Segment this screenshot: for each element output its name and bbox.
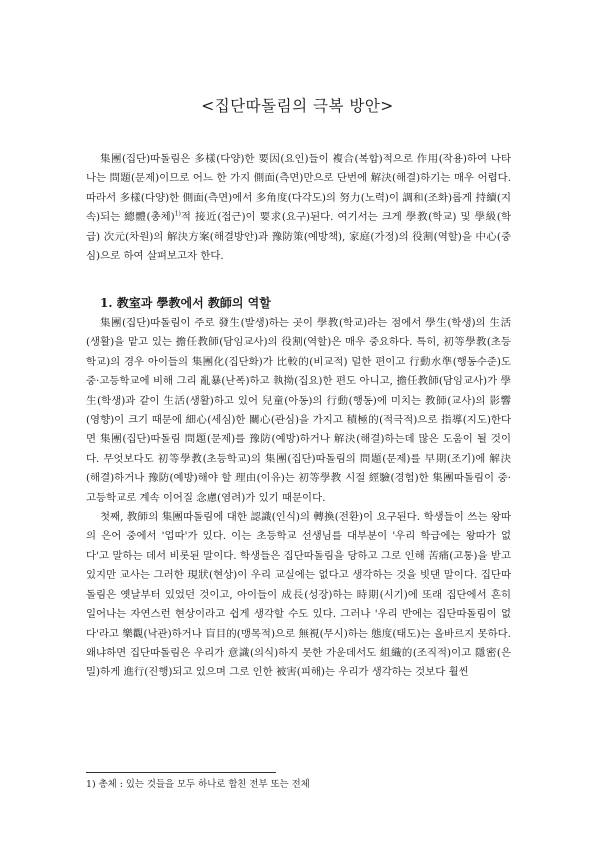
- footnote-divider: [86, 772, 276, 773]
- footnote: 1) 총체 : 있는 것들을 모두 하나로 합친 전부 또는 전체: [86, 779, 310, 790]
- document-title: <집단따돌림의 극복 방안>: [201, 97, 394, 115]
- section-heading: 1. 教室과 學教에서 教師의 역할: [100, 296, 271, 310]
- section-body: [86, 314, 511, 683]
- intro-text-part2: 적 接近(접근)이 要求(요구)된다. 여기서는 크게 學教(학교) 및 學級(학급) 次元(차원)의 解決方案(해결방안)과 豫防策(예방책), 家庭(가정)의 役割(역할)을 中心(중심)으로 하여 살펴보고자 한다.: [86, 211, 511, 263]
- body-paragraph: 集團(집단)따돌림이 주로 發生(발생)하는 곳이 學教(학교)라는 점에서 學生(학생)의 生活(생활)을 맡고 있는 擔任教師(담임교사)의 役割(역할)은 매우 중요하다. 특히, 初等學教(초등학교)의 경우 아이들의 集團化(집단화)가 比較的(비교적) 덜한 편이고 行動水準(행동수준)도 중·고등학교에 비해 그리 亂暴(난폭)하고 執拗(집요)한 편도 아니고, 擔任教師(담임교사)가 學生(학생)과 같이 生活(생활)하고 있어 兒童(아동)의 行動(행동)에 미치는 教師(교사)의 影響(영향)이 크기 때문에 細心(세심)한 關心(관심)을 가지고 積極的(적극적)으로 指導(지도)한다면 集團(집단)따돌림 問題(문제)를 豫防(예방)하거나 解決(해결)하는데 많은 도움이 될 것이다. 무엇보다도 初等學教(초등학교)의 集團(집단)따돌림의 問題(문제)를 早期(조기)에 解決(해결)하거나 豫防(예방)해야 할 理由(이유)는 初等學教 시절 經驗(경험)한 集團따돌림이 중·고등학교로 계속 이어질 念慮(염려)가 있기 때문이다.: [86, 317, 511, 504]
- footnote-reference[interactable]: 1): [174, 210, 181, 218]
- body-paragraph: 첫째, 教師의 集團따돌림에 대한 認識(인식)의 轉換(전환)이 요구된다. 학생들이 쓰는 왕따의 은어 중에서 '업따'가 있다. 이는 초등학교 선생님를 대부분이 '우리 학급에는 왕따가 없다'고 말하는 데서 비롯된 말이다. 학생들은 집단따돌림을 당하고 그로 인해 苦痛(고통)을 받고 있지만 교사는 그러한 現狀(현상)이 우리 교실에는 없다고 생각하는 것을 빗댄 말이다. 집단따돌림은 옛날부터 있었던 것이고, 아이들이 成長(성장)하는 時期(시기)에 또래 집단에서 흔히 일어나는 자연스런 현상이라고 쉽게 생각할 수도 있다. 그러나 '우리 반에는 집단따돌림이 없다'라고 樂觀(낙관)하거나 盲目的(맹목적)으로 無視(무시)하는 態度(태도)는 올바르지 못하다. 왜냐하면 집단따돌림은 우리가 意識(의식)하지 못한 가운데서도 組織的(조직적)이고 隱密(은밀)하게 進行(진행)되고 있으며 그로 인한 被害(피해)는 우리가 생각하는 것보다 훨씬: [86, 511, 511, 679]
- intro-text-part1: 集團(집단)따돌림은 多樣(다양)한 要因(요인)들이 複合(복합)적으로 作用(작용)하여 나타나는 問題(문제)이므로 어느 한 가지 側面(측면)만으로 단번에 解決(해결)하기는 매우 어렵다. 따라서 多樣(다양)한 側面(측면)에서 多角度(다각도)의 努力(노력)이 調和(조화)롭게 持續(지속)되는 總體(총체): [86, 153, 511, 224]
- intro-paragraph: [86, 150, 511, 266]
